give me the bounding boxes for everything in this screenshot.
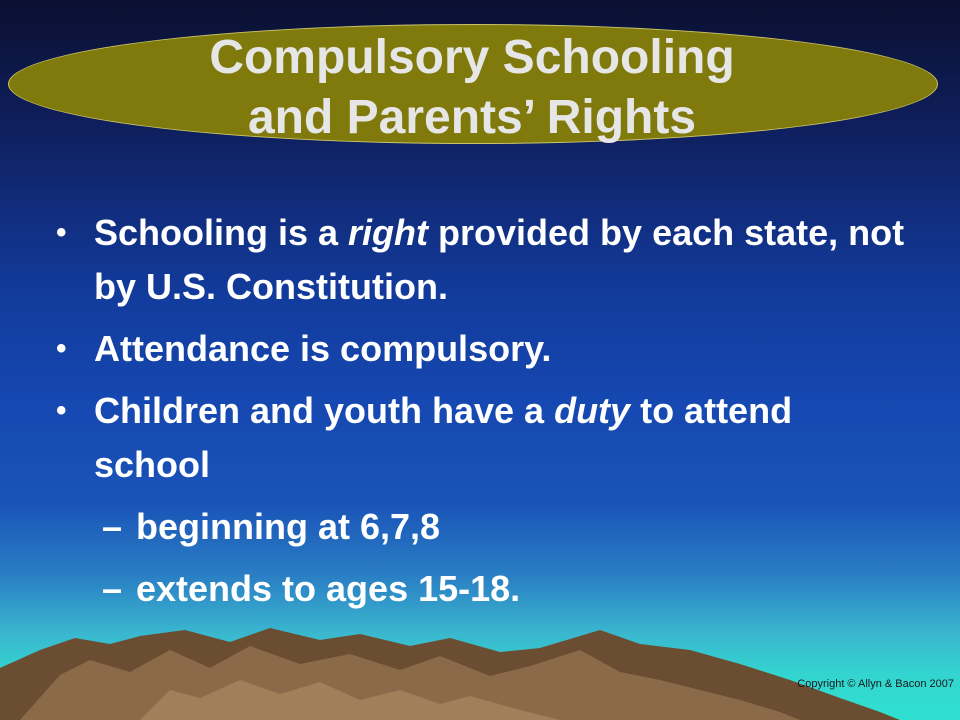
bullet-item — [56, 206, 916, 314]
title-line-1: Compulsory Schooling — [209, 31, 735, 84]
bullet-emphasis: duty — [554, 390, 631, 431]
copyright-notice: Copyright © Allyn & Bacon 2007 — [797, 678, 954, 690]
slide-title — [0, 28, 944, 148]
bullet-text: provided by each state, not by U.S. Constitution. — [94, 212, 905, 307]
bullet-text: Attendance is compulsory. — [94, 328, 552, 369]
bullet-text: to attend school — [94, 390, 793, 485]
mountain-range — [0, 620, 960, 720]
title-line-2: and Parents’ Rights — [247, 91, 697, 144]
bullet-item — [56, 322, 916, 376]
bullet-text: Schooling is a — [94, 212, 349, 253]
bullet-list — [56, 206, 916, 624]
sub-bullet-item — [56, 562, 916, 616]
sub-bullet-text: beginning at 6,7,8 — [136, 506, 441, 547]
bullet-dot: • — [56, 216, 67, 249]
bullet-dot: • — [56, 332, 67, 365]
bullet-item — [56, 384, 916, 492]
bullet-emphasis: right — [348, 212, 429, 253]
sub-bullet-item — [56, 500, 916, 554]
sub-bullet-text: extends to ages 15-18. — [136, 568, 521, 609]
sub-bullet-dash: – — [102, 506, 123, 547]
bullet-text: Children and youth have a — [94, 390, 555, 431]
bullet-dot: • — [56, 394, 67, 427]
sub-bullet-dash: – — [102, 568, 123, 609]
